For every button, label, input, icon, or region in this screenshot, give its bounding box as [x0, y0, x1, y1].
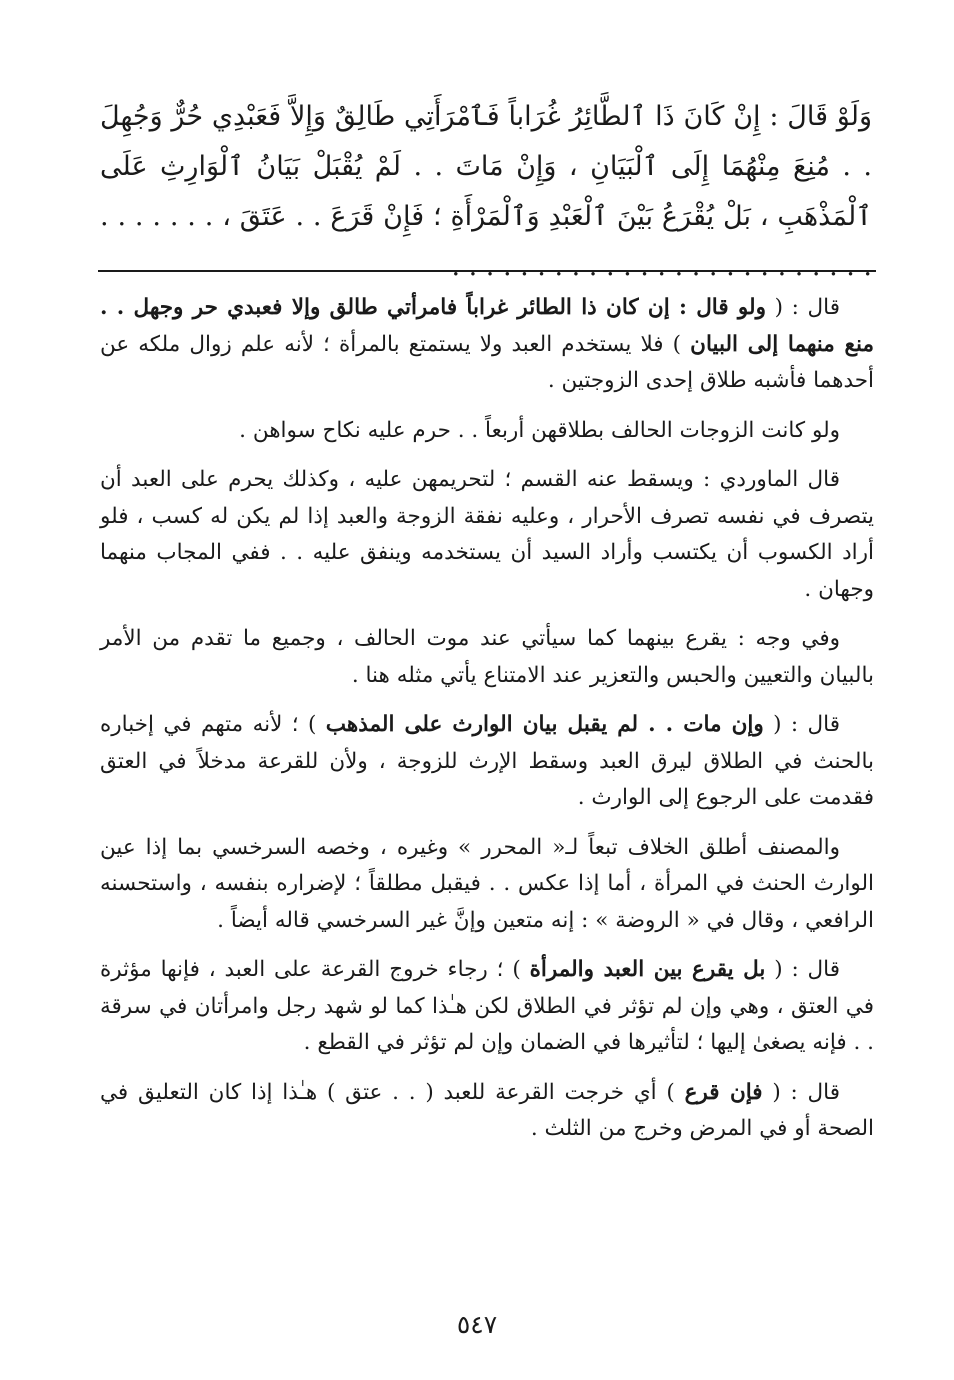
commentary-paragraph-4: وفي وجه : يقرع بينهما كما سيأتي عند موت الحالف ، وجميع ما تقدم من الأمر بالبيان والتعيين والحبس والتعزير عند الامتناع يأتي مثله هنا . [100, 626, 874, 688]
commentary-paragraph-8: قال : ( فإن قرع ) أي خرجت القرعة للعبد ( . . عتق ) هـٰذا إذا كان التعليق في الصحة أو في المرض وخرج من الثلث . [100, 1079, 874, 1141]
commentary-paragraph-2: ولو كانت الزوجات الحالف بطلاقهن أربعاً . . حرم عليه نكاح سواهن . [239, 417, 840, 443]
matn-paragraph: وَلَوْ قَالَ : إِنْ كَانَ ذَا ٱلطَّائِرُ غُرَاباً فَٱمْرَأَتِي طَالِقٌ وَإِلاَّ فَعَبْدِي حُرٌّ وَجُهِلَ . . مُنِعَ مِنْهُمَا إِلَى ٱلْبَيَانِ ، وَإِنْ مَاتَ . . لَمْ يُقْبَلْ بَيَانُ ٱلْوَارِثِ عَلَى ٱلْمَذْهَبِ ، بَلْ يُقْرَعُ بَيْنَ ٱلْعَبْدِ وَٱلْمَرْأَةِ ؛ فَإِنْ قَرَعَ . . عَتَقَ ، . . . . . . . . . . . . . . . . . . . . . . . . . . . . . . . . [100, 101, 873, 282]
matn-text-block [100, 92, 872, 292]
quoted-matn: بل يقرع بين العبد والمرأة [529, 957, 766, 982]
commentary-paragraph-6: والمصنف أطلق الخلاف تبعاً لـ« المحرر » وغيره ، وخصه السرخسي بما إذا عين الوارث الحنث في المرأة ، أما إذا عكس . . فيقبل مطلقاً ؛ لإضراره بنفسه ، واستحسنه الرافعي ، وقال في « الروضة » : إنه متعين وإنَّ غير السرخسي قاله أيضاً . [100, 834, 874, 933]
quoted-matn: فإن قرع [684, 1079, 763, 1105]
commentary-paragraph-7: قال : ( بل يقرع بين العبد والمرأة ) ؛ رجاء خروج القرعة على العبد ، فإنها مؤثرة في العتق ، وهي وإن لم تؤثر في الطلاق لكن هـٰذا كما لو شهد رجل وامرأتان في سرقة . . فإنه يصغىٰ إليها ؛ لتأثيرها في الضمان وإن لم تؤثر في القطع . [100, 957, 874, 1055]
page-number: ٥٤٧ [456, 1310, 498, 1339]
quoted-matn: وإن مات . . لم يقبل بيان الوارث على المذهب [325, 712, 764, 737]
separator-rule [98, 270, 876, 272]
commentary-paragraph-1: قال : ( ولو قال : إن كان ذا الطائر غراباً فامرأتي طالق وإلا فعبدي حر وجهل . . منع منهما إلى البيان ) فلا يستخدم العبد ولا يستمتع بالمرأة ؛ لأنه علم زوال ملكه عن أحدهما فأشبه طلاق إحدى الزوجتين . [100, 295, 874, 393]
quoted-matn: ولو قال : إن كان ذا الطائر غراباً فامرأتي طالق وإلا فعبدي حر وجهل . . منع منهما إلى البيان [100, 295, 874, 357]
commentary-paragraph-3: قال الماوردي : ويسقط عنه القسم ؛ لتحريمهن عليه ، وكذلك يحرم على العبد أن يتصرف في نفسه تصرف الأحرار ، وعليه نفقة الزوجة والعبد إذا لم يكن له كسب ، فلو أراد الكسوب أن يكتسب وأراد السيد أن يستخدمه وينفق عليه . . ففي المجاب منهما وجهان . [100, 467, 874, 602]
commentary-block [100, 290, 874, 1161]
commentary-paragraph-5: قال : ( وإن مات . . لم يقبل بيان الوارث على المذهب ) ؛ لأنه متهم في إخباره بالحنث في الطلاق ليرق العبد وسقط الإرث للزوجة ، ولأن للقرعة مدخلاً في العتق فقدمت على الرجوع إلى الوارث . [100, 712, 874, 810]
